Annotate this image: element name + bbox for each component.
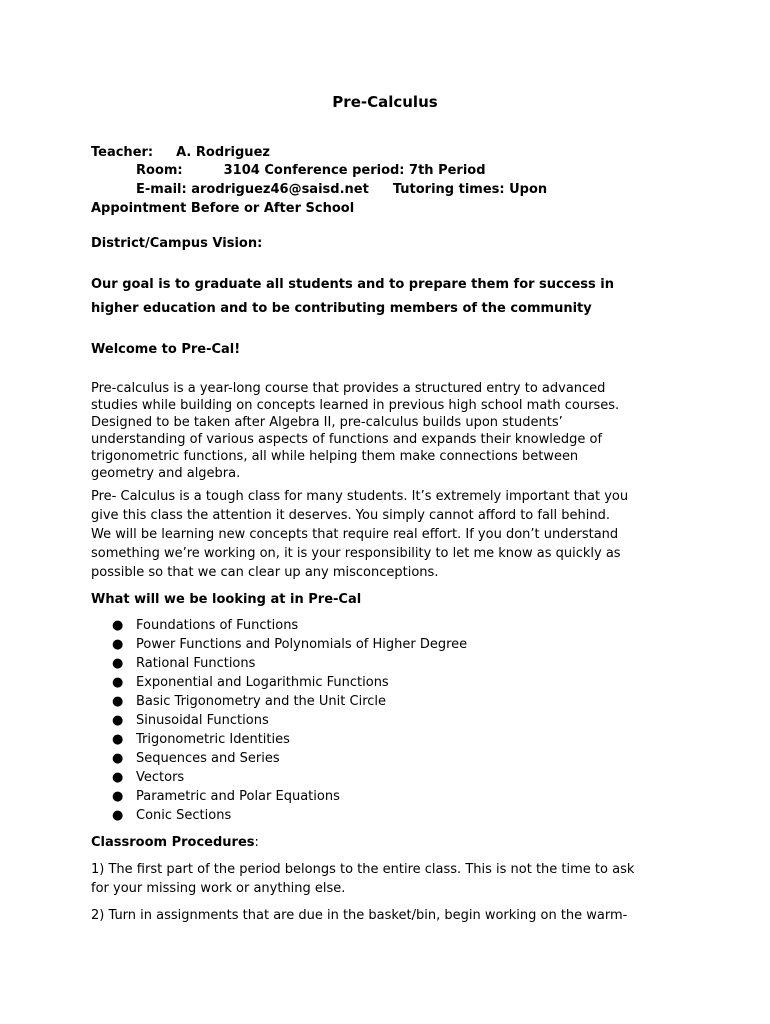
bullet-icon: ● — [112, 618, 124, 633]
procedures-colon: : — [254, 835, 259, 850]
procedure-1-line: for your missing work or anything else. — [91, 881, 346, 896]
welcome-heading: Welcome to Pre-Cal! — [91, 342, 241, 357]
topic-label: Vectors — [136, 770, 185, 785]
para2-line: Pre- Calculus is a tough class for many students. It’s extremely important that you — [91, 489, 629, 504]
list-item — [112, 618, 298, 633]
topic-label: Basic Trigonometry and the Unit Circle — [136, 694, 387, 709]
topic-label: Sinusoidal Functions — [136, 713, 269, 728]
para1-line: geometry and algebra. — [91, 466, 241, 481]
list-item — [112, 789, 340, 804]
list-item — [112, 713, 269, 728]
bullet-icon: ● — [112, 789, 124, 804]
bullet-icon: ● — [112, 732, 124, 747]
teacher-line — [91, 145, 270, 160]
room-label: Room: — [136, 163, 183, 178]
topic-label: Sequences and Series — [136, 751, 280, 766]
bullet-icon: ● — [112, 751, 124, 766]
para2-line: possible so that we can clear up any misconceptions. — [91, 565, 439, 580]
procedure-2-line: 2) Turn in assignments that are due in the basket/bin, begin working on the warm- — [91, 908, 628, 923]
room-line — [136, 163, 486, 178]
topic-label: Parametric and Polar Equations — [136, 789, 340, 804]
topic-label: Exponential and Logarithmic Functions — [136, 675, 389, 690]
procedures-heading-line — [91, 835, 259, 850]
para2-line: something we’re working on, it is your responsibility to let me know as quickly as — [91, 546, 621, 561]
tutoring-continuation: Appointment Before or After School — [91, 201, 355, 216]
teacher-name: A. Rodriguez — [176, 145, 270, 160]
para1-line: understanding of various aspects of functions and expands their knowledge of — [91, 432, 603, 447]
email-label: E-mail: — [136, 182, 187, 197]
conference-label: Conference period: — [264, 163, 405, 178]
bullet-icon: ● — [112, 675, 124, 690]
para1-line: studies while building on concepts learned in previous high school math courses. — [91, 398, 620, 413]
list-item — [112, 808, 231, 823]
procedures-heading: Classroom Procedures — [91, 835, 255, 850]
vision-heading: District/Campus Vision: — [91, 236, 263, 251]
list-item — [112, 637, 467, 652]
vision-line-2: higher education and to be contributing members of the community — [91, 301, 592, 316]
list-item — [112, 732, 290, 747]
email-value[interactable]: arodriguez46@saisd.net — [191, 182, 369, 197]
tutoring-label: Tutoring times: Upon — [392, 182, 548, 197]
email-line — [136, 182, 547, 197]
vision-line-1: Our goal is to graduate all students and to prepare them for success in — [91, 277, 614, 292]
para1-line: Designed to be taken after Algebra II, pre-calculus builds upon students’ — [91, 415, 563, 430]
para2-line: give this class the attention it deserves. You simply cannot afford to fall behind. — [91, 508, 611, 523]
list-item — [112, 751, 280, 766]
procedure-1-line: 1) The first part of the period belongs to the entire class. This is not the time to ask — [91, 862, 635, 877]
para2-line: We will be learning new concepts that require real effort. If you don’t understand — [91, 527, 619, 542]
topic-label: Foundations of Functions — [136, 618, 299, 633]
topic-label: Conic Sections — [136, 808, 232, 823]
list-item — [112, 675, 389, 690]
conference-value: 7th Period — [409, 163, 486, 178]
para1-line: trigonometric functions, all while helping them make connections between — [91, 449, 579, 464]
bullet-icon: ● — [112, 656, 124, 671]
bullet-icon: ● — [112, 694, 124, 709]
list-item — [112, 656, 255, 671]
topic-label: Power Functions and Polynomials of Higher Degree — [136, 637, 468, 652]
bullet-icon: ● — [112, 713, 124, 728]
topics-heading: What will we be looking at in Pre-Cal — [91, 592, 362, 607]
bullet-icon: ● — [112, 808, 124, 823]
list-item — [112, 770, 184, 785]
topic-label: Trigonometric Identities — [136, 732, 290, 747]
bullet-icon: ● — [112, 770, 124, 785]
topic-label: Rational Functions — [136, 656, 256, 671]
list-item — [112, 694, 386, 709]
para1-line: Pre-calculus is a year-long course that provides a structured entry to advanced — [91, 381, 606, 396]
bullet-icon: ● — [112, 637, 124, 652]
page-title: Pre-Calculus — [332, 93, 438, 111]
room-value: 3104 — [223, 163, 260, 178]
teacher-label: Teacher: — [91, 145, 154, 160]
